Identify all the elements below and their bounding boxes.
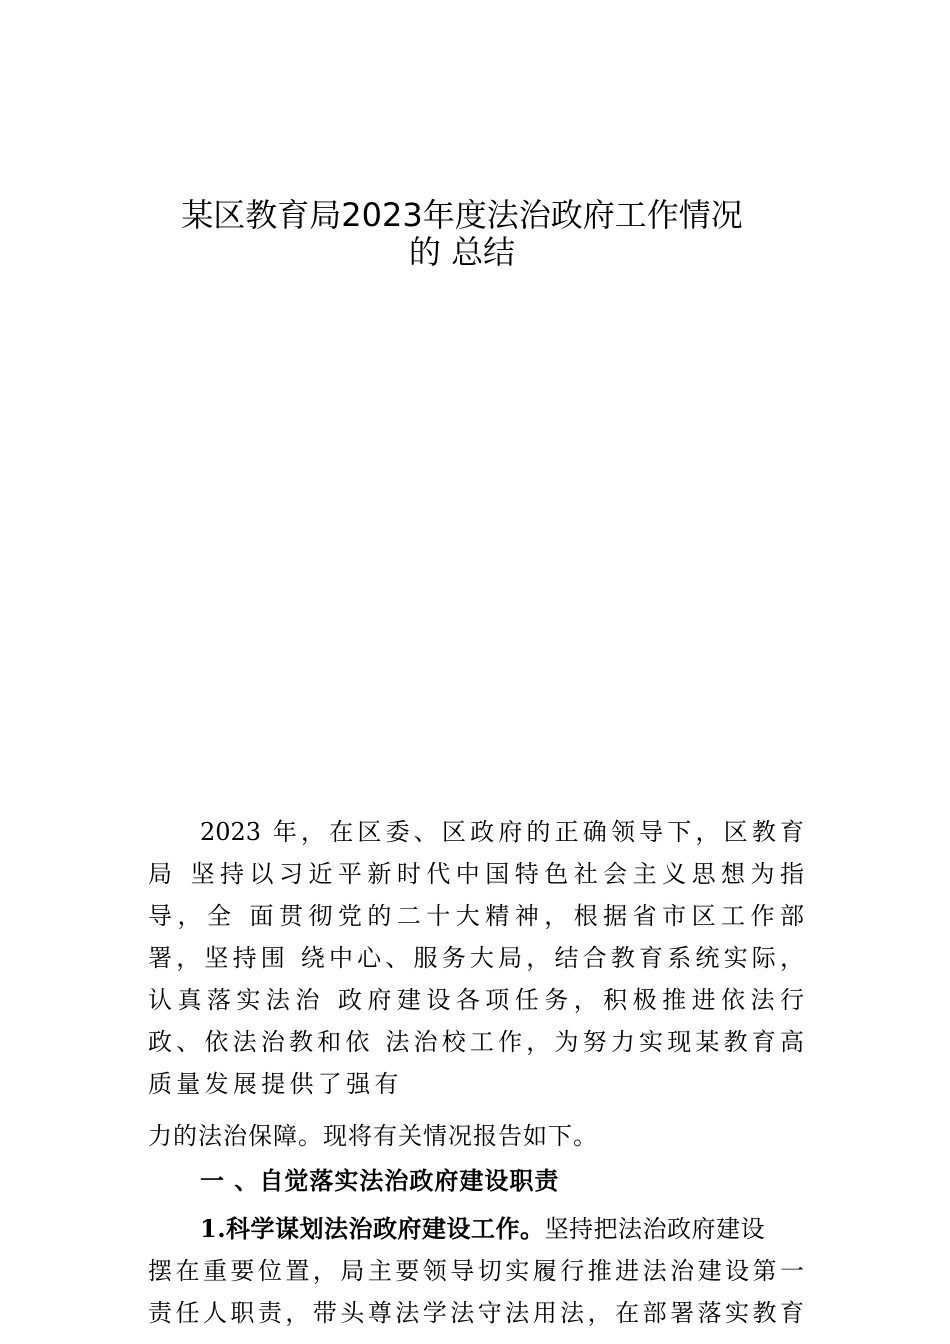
item-1-line-2: 摆在重要位置，局主要领导切实履行推进法治建设第一: [148, 1257, 804, 1285]
intro-tail-line: 力的法治保障。现将有关情况报告如下。: [148, 1122, 598, 1150]
intro-line-3: 导，全 面贯彻党的二十大精神，根据省市区工作部: [148, 902, 804, 930]
intro-line-1: 2023 年，在区委、区政府的正确领导下，区教育: [200, 818, 804, 846]
item-1-text-start: 坚持把法治政府建设: [544, 1215, 766, 1243]
intro-line-7: 质量发展提供了强有: [148, 1070, 403, 1098]
intro-line-4: 署，坚持围 绕中心、服务大局，结合教育系统实际，: [148, 944, 804, 972]
item-1-heading: 1.科学谋划法治政府建设工作。: [200, 1214, 545, 1243]
item-1-first-line: [200, 1214, 765, 1244]
document-title-line-2: 的 总结: [408, 233, 516, 271]
document-title-line-1: 某区教育局2023年度法治政府工作情况: [181, 196, 743, 234]
section-1-heading: 一 、自觉落实法治政府建设职责: [200, 1166, 560, 1195]
intro-line-6: 政、依法治教和依 法治校工作，为努力实现某教育高: [148, 1028, 804, 1056]
intro-line-2: 局 坚持以习近平新时代中国特色社会主义思想为指: [148, 860, 804, 888]
intro-line-5: 认真落实法治 政府建设各项任务，积极推进依法行: [148, 986, 804, 1014]
item-1-line-3: 责任人职责，带头尊法学法守法用法，在部署落实教育: [148, 1299, 804, 1327]
